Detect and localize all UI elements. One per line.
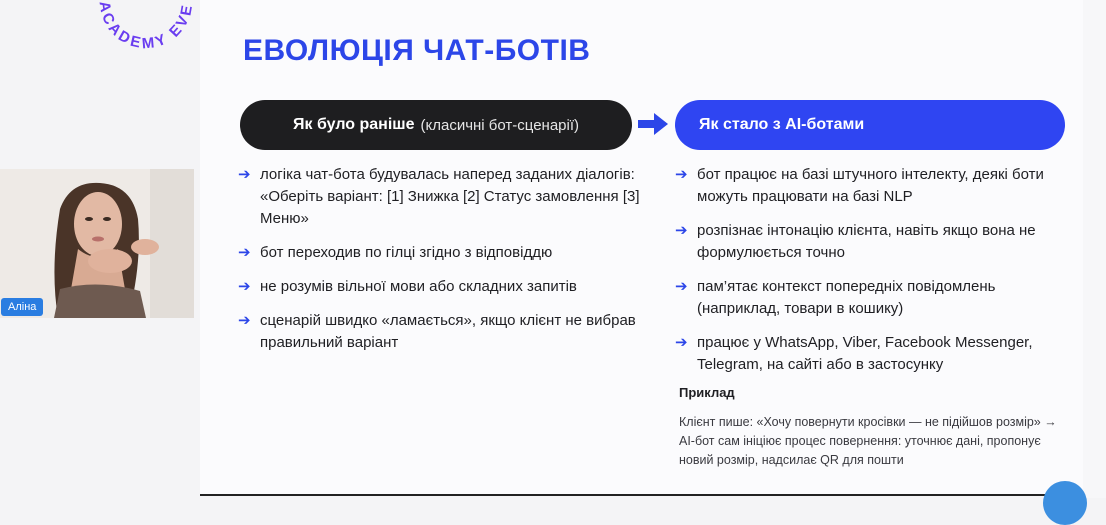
arrow-right-icon: ➔ <box>238 244 251 261</box>
list-item: ➔ працює у WhatsApp, Viber, Facebook Messenger, Telegram, на сайті або в застосунку <box>675 334 1033 373</box>
arrow-right-icon <box>638 112 668 136</box>
svg-text:ACADEMY EVE <box>96 0 197 52</box>
participant-video[interactable] <box>0 169 194 318</box>
logo-text: ACADEMY EVE <box>95 0 197 53</box>
slide-title: ЕВОЛЮЦІЯ ЧАТ-БОТІВ <box>243 34 591 67</box>
arrow-right-icon: ➔ <box>675 222 688 239</box>
before-header-sub: (класичні бот-сценарії) <box>420 116 579 134</box>
before-list <box>238 164 658 366</box>
list-item: ➔ пам’ятає контекст попередніх повідомлень (наприклад, товари в кошику) <box>675 278 996 317</box>
example-label: Приклад <box>679 385 735 400</box>
after-header-label: Як стало з AI-ботами <box>699 116 865 133</box>
list-item: ➔ сценарій швидко «ламається», якщо клієнт не вибрав правильний варіант <box>238 312 636 351</box>
list-item: ➔ розпізнає інтонацію клієнта, навіть якщо вона не формулюється точно <box>675 222 1036 261</box>
list-item: ➔ бот переходив по гілці згідно з відповіддю <box>238 242 658 264</box>
corner-action-button[interactable] <box>1043 481 1087 525</box>
slide-margin <box>1083 0 1106 498</box>
before-header-label: Як було раніше <box>293 116 415 133</box>
arrow-right-icon: ➔ <box>238 278 251 295</box>
list-item: ➔ бот працює на базі штучного інтелекту, деякі боти можуть працювати на базі NLP <box>675 166 1044 205</box>
arrow-right-icon: ➔ <box>238 166 251 183</box>
slide-divider <box>200 494 1083 496</box>
after-list <box>675 164 1075 388</box>
participant-name-tag: Аліна <box>1 298 43 316</box>
list-item: ➔ логіка чат-бота будувалась наперед заданих діалогів: «Оберіть варіант: [1] Знижка [2] Статус замовлення [3] Меню» <box>238 166 640 227</box>
arrow-right-icon: ➔ <box>675 278 688 295</box>
after-header <box>675 100 1065 150</box>
list-item: ➔ не розумів вільної мови або складних запитів <box>238 276 658 298</box>
arrow-right-icon: ➔ <box>675 166 688 183</box>
arrow-right-icon: ➔ <box>238 312 251 329</box>
academy-logo-icon <box>80 0 210 86</box>
participant-video-frame <box>0 169 194 318</box>
before-header <box>240 100 632 150</box>
example-text: Клієнт пише: «Хочу повернути кросівки — не підійшов розмір» → AI-бот сам ініціює процес повернення: уточнює дані, пропонує новий розмір, надсилає QR для пошти <box>679 415 1057 467</box>
arrow-right-icon: ➔ <box>675 334 688 351</box>
